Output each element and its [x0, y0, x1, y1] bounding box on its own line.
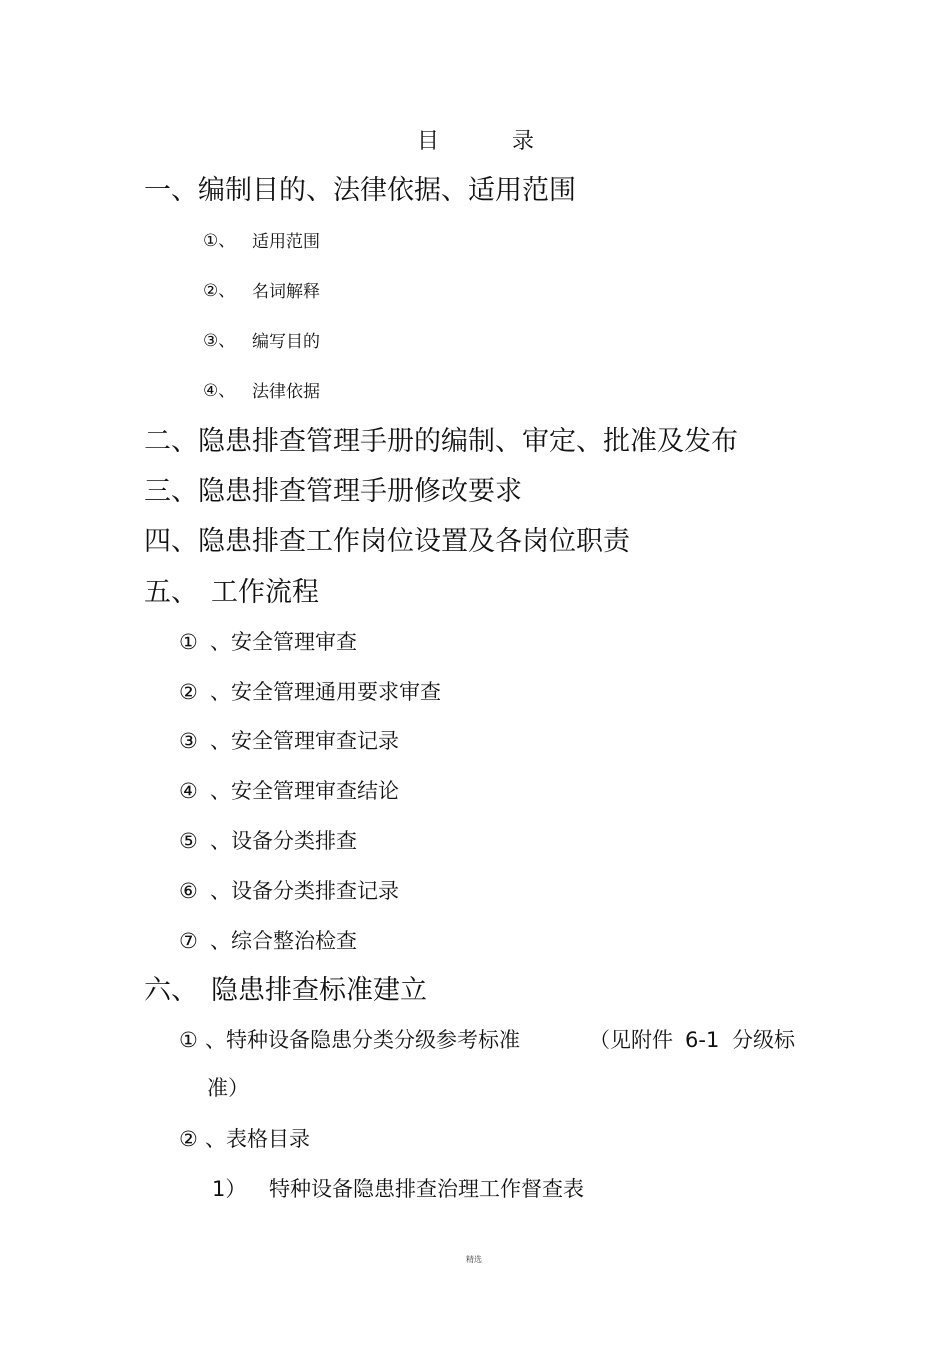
s5-item-2-text: 、安全管理通用要求审查 — [210, 680, 441, 704]
s1-item-2-text: 名词解释 — [252, 282, 320, 302]
toc-title-char-1: 目 — [417, 129, 440, 154]
s1-item-3-num: ③、 — [203, 331, 236, 351]
section-5-heading-num: 五、 — [144, 577, 198, 608]
s1-item-1-num: ①、 — [203, 231, 236, 251]
s5-item-1-num: ① — [179, 630, 198, 654]
s6-item-1-tail: 分级标 — [732, 1028, 795, 1052]
s5-item-7-num: ⑦ — [179, 929, 198, 953]
s5-item-2-num: ② — [179, 680, 198, 704]
s5-item-5-num: ⑤ — [179, 829, 198, 853]
section-3-heading: 三、隐患排查管理手册修改要求 — [144, 476, 522, 507]
s6-item-1-continued: 准） — [207, 1076, 249, 1100]
s5-item-3-num: ③ — [179, 729, 198, 753]
s5-item-4-text: 、安全管理审查结论 — [210, 779, 399, 803]
section-5-heading-text: 工作流程 — [211, 577, 319, 608]
s6-item-1-num: ① — [179, 1028, 198, 1052]
s6-item-1-text: 、特种设备隐患分类分级参考标准 — [205, 1028, 520, 1052]
s1-item-2-num: ②、 — [203, 281, 236, 301]
s6-subitem-1-text: 特种设备隐患排查治理工作督查表 — [269, 1177, 584, 1201]
s6-item-2-text: 、表格目录 — [205, 1127, 310, 1151]
s6-subitem-1-num: 1） — [212, 1177, 247, 1201]
s5-item-7-text: 、综合整治检查 — [210, 929, 357, 953]
page-footer: 精选 — [466, 1255, 482, 1264]
s1-item-4-num: ④、 — [203, 381, 236, 401]
s5-item-5-text: 、设备分类排查 — [210, 829, 357, 853]
s5-item-1-text: 、安全管理审查 — [210, 630, 357, 654]
section-1-heading: 一、编制目的、法律依据、适用范围 — [144, 175, 576, 206]
section-6-heading-num: 六、 — [144, 975, 198, 1006]
section-6-heading-text: 隐患排查标准建立 — [211, 975, 427, 1006]
toc-title-char-2: 录 — [512, 129, 535, 154]
s5-item-6-num: ⑥ — [179, 879, 198, 903]
s5-item-3-text: 、安全管理审查记录 — [210, 729, 399, 753]
s5-item-4-num: ④ — [179, 779, 198, 803]
s5-item-6-text: 、设备分类排查记录 — [210, 879, 399, 903]
s1-item-3-text: 编写目的 — [252, 332, 320, 352]
section-2-heading: 二、隐患排查管理手册的编制、审定、批准及发布 — [144, 426, 738, 457]
s6-item-1-note: （见附件 — [589, 1028, 673, 1052]
s6-item-1-code: 6-1 — [685, 1028, 720, 1052]
section-4-heading: 四、隐患排查工作岗位设置及各岗位职责 — [144, 526, 630, 557]
s1-item-1-text: 适用范围 — [252, 232, 320, 252]
s1-item-4-text: 法律依据 — [252, 382, 320, 402]
s6-item-2-num: ② — [179, 1127, 198, 1151]
